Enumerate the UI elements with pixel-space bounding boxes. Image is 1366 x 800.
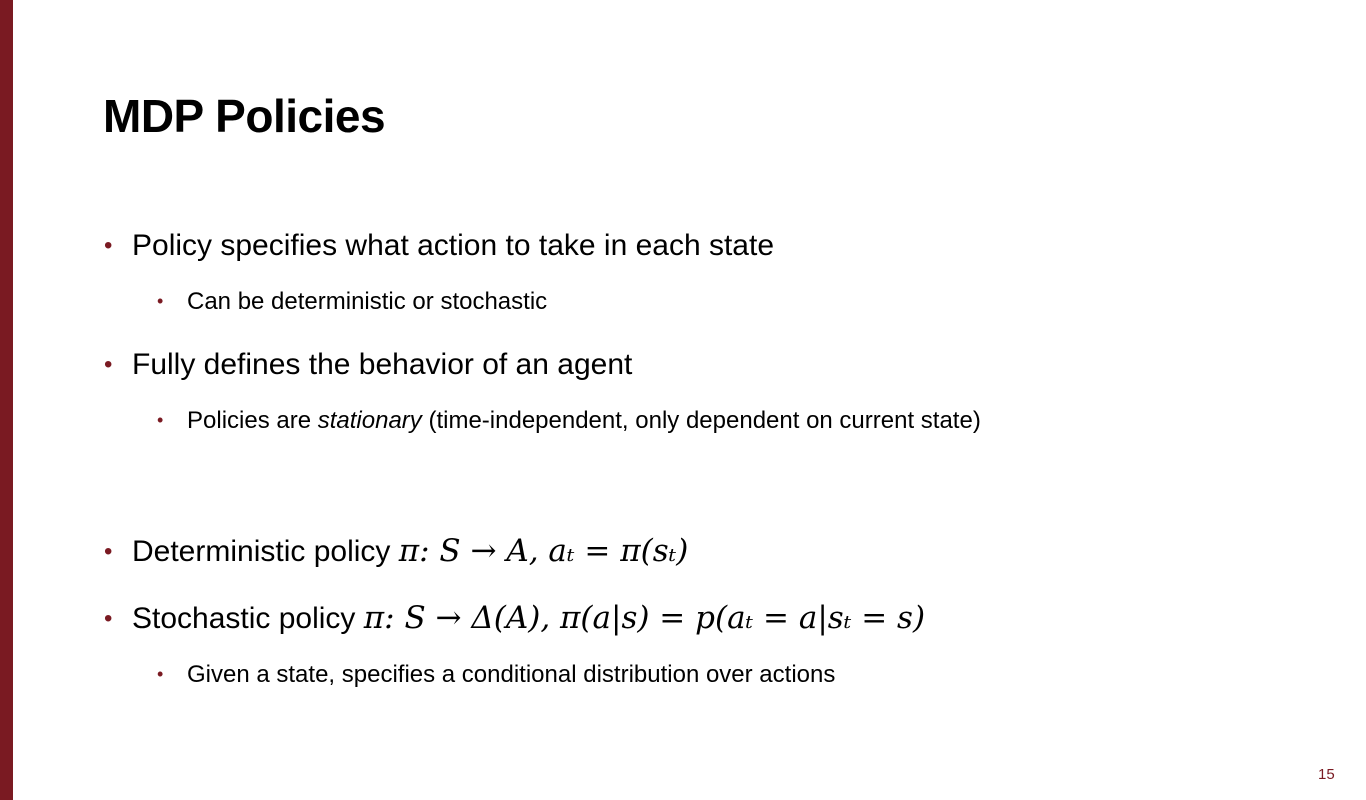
math-deterministic-policy: π: S → A, aₜ = π(sₜ) [398, 533, 689, 569]
bullet-icon: • [104, 351, 113, 378]
bullet-text: Given a state, specifies a conditional distribution over actions [187, 661, 836, 688]
slide-title: MDP Policies [103, 90, 386, 142]
sub-bullet-conditional-distribution [157, 658, 835, 691]
bullet-text-prefix: Policies are [187, 407, 318, 434]
bullet-icon: • [157, 410, 164, 430]
bullet-text: Fully defines the behavior of an agent [132, 348, 633, 381]
bullet-stochastic-policy [104, 598, 925, 639]
bullet-text-suffix: (time-independent, only dependent on current state) [421, 407, 981, 434]
bullet-label: Stochastic policy [132, 602, 364, 635]
bullet-deterministic-policy [104, 531, 688, 572]
page-number: 15 [1318, 766, 1335, 783]
bullet-fully-defines-behavior [104, 345, 632, 385]
slide-accent-bar [0, 0, 13, 800]
bullet-icon: • [104, 232, 113, 259]
math-stochastic-policy: π: S → Δ(A), π(a|s) = p(aₜ = a|sₜ = s) [363, 600, 926, 636]
bullet-label: Deterministic policy [132, 535, 399, 568]
bullet-icon: • [157, 664, 164, 684]
sub-bullet-stationary-policies [157, 404, 981, 437]
bullet-icon: • [104, 538, 113, 565]
bullet-policy-specifies [104, 226, 774, 266]
sub-bullet-deterministic-or-stochastic [157, 285, 547, 318]
bullet-text: Policy specifies what action to take in each state [132, 229, 775, 262]
bullet-icon: • [157, 291, 164, 311]
emphasis-stationary: stationary [317, 407, 422, 434]
bullet-text: Can be deterministic or stochastic [187, 288, 548, 315]
bullet-icon: • [104, 605, 113, 632]
